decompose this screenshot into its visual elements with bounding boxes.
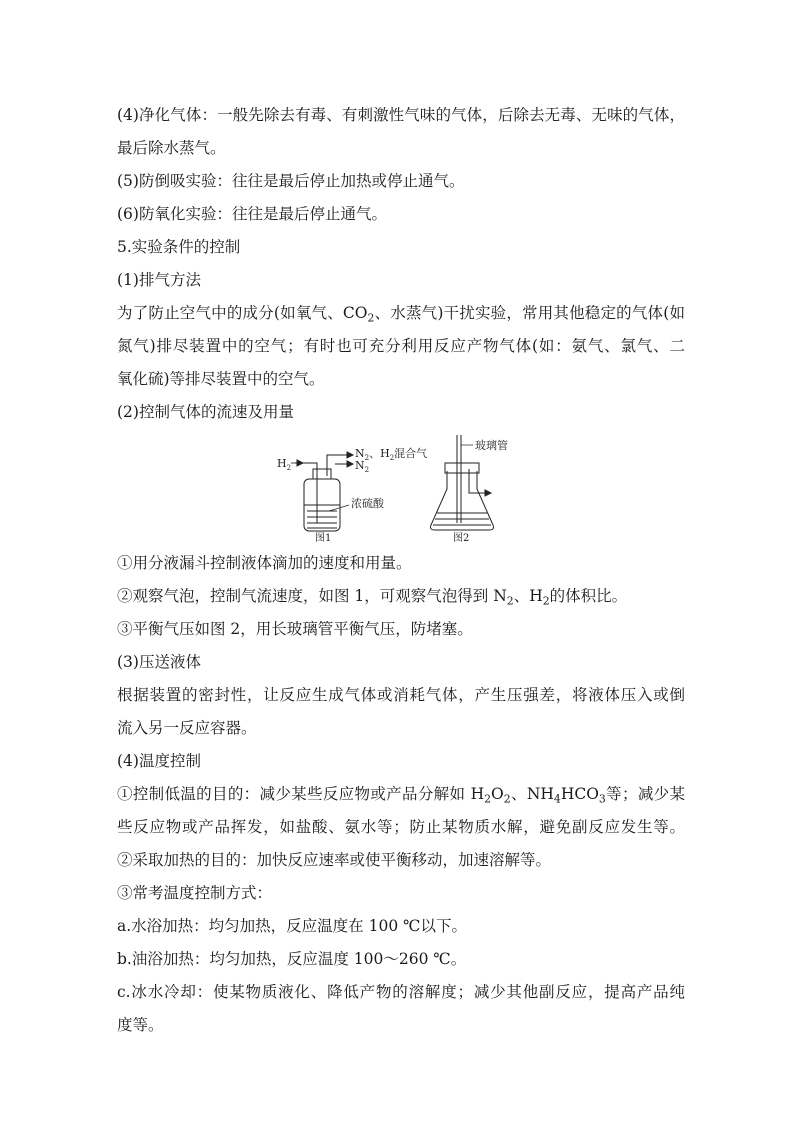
flask-stopper [445,463,479,473]
text-line: 根据装置的密封性，让反应生成气体或消耗气体，产生压强差，将液体压入或倒 [117,686,685,704]
outlet-tube [327,455,347,476]
text-line: (4)净化气体：一般先除去有毒、有刺激性气味的气体，后除去无毒、无味的气体， [117,106,685,124]
inlet-tube [295,463,317,523]
text-line: c.冰水冷却：使某物质液化、降低产物的溶解度；减少其他副反应，提高产品纯 [117,983,685,1001]
subsection-heading: (2)控制气体的流速及用量 [117,403,294,421]
text-line: 氧化硫)等排尽装置中的空气。 [117,370,325,388]
text-line: (5)防倒吸实验：往往是最后停止加热或停止通气。 [117,172,465,190]
text-line: 氮气)排尽装置中的空气；有时也可充分利用反应产物气体(如：氨气、氯气、二 [117,337,685,355]
text-line: 些反应物或产品挥发，如盐酸、氨水等；防止某物质水解，避免副反应发生等。 [117,818,685,836]
wash-bottle-stopper [313,469,331,479]
text-line: ③常考温度控制方式： [117,884,273,902]
text-line: (6)防氧化实验：往往是最后停止通气。 [117,205,387,223]
n2-label: $N_2$ [355,459,370,474]
conc-sulfuric-acid-label: 浓硫酸 [351,497,384,510]
h2-label: $H_2$ [277,457,292,472]
text-line: 最后除水蒸气。 [117,139,226,157]
document-body [117,99,685,1042]
mixed-gas-label: $N_2$、$H_2$混合气 [355,447,428,462]
conical-flask [431,471,494,530]
figure-2-caption: 图2 [453,533,470,543]
text-line: 为了防止空气中的成分(如氧气、$CO_2$、水蒸气)干扰实验，常用其他稳定的气体(如 [117,304,685,325]
subsection-heading: (3)压送液体 [117,653,201,671]
glass-tube-label: 玻璃管 [475,439,508,452]
text-line: b.油浴加热：均匀加热，反应温度 100～260 ℃。 [117,950,467,968]
text-line: 度等。 [117,1016,164,1034]
figure-1-caption: 图1 [315,533,332,543]
text-line: ②观察气泡，控制气流速度，如图 1，可观察气泡得到 $N_2$、$H_2$的体积比。 [117,587,628,608]
text-line: ①用分液漏斗控制液体滴加的速度和用量。 [117,554,412,572]
subsection-heading: (4)温度控制 [117,752,201,770]
text-line: ①控制低温的目的：减少某些反应物或产品分解如 $H_2O_2$、$NH_4HCO_3$等；减少某 [117,785,685,806]
apparatus-figure [117,431,685,543]
section-heading: 5.实验条件的控制 [117,238,241,256]
subsection-heading: (1)排气方法 [117,271,201,289]
apparatus-diagram [267,431,537,543]
text-line: a.水浴加热：均匀加热，反应温度在 100 ℃以下。 [117,917,467,935]
text-line: 流入另一反应容器。 [117,719,257,737]
text-line: ③平衡气压如图 2，用长玻璃管平衡气压，防堵塞。 [117,620,473,638]
text-line: ②采取加热的目的：加快反应速率或使平衡移动，加速溶解等。 [117,851,552,869]
